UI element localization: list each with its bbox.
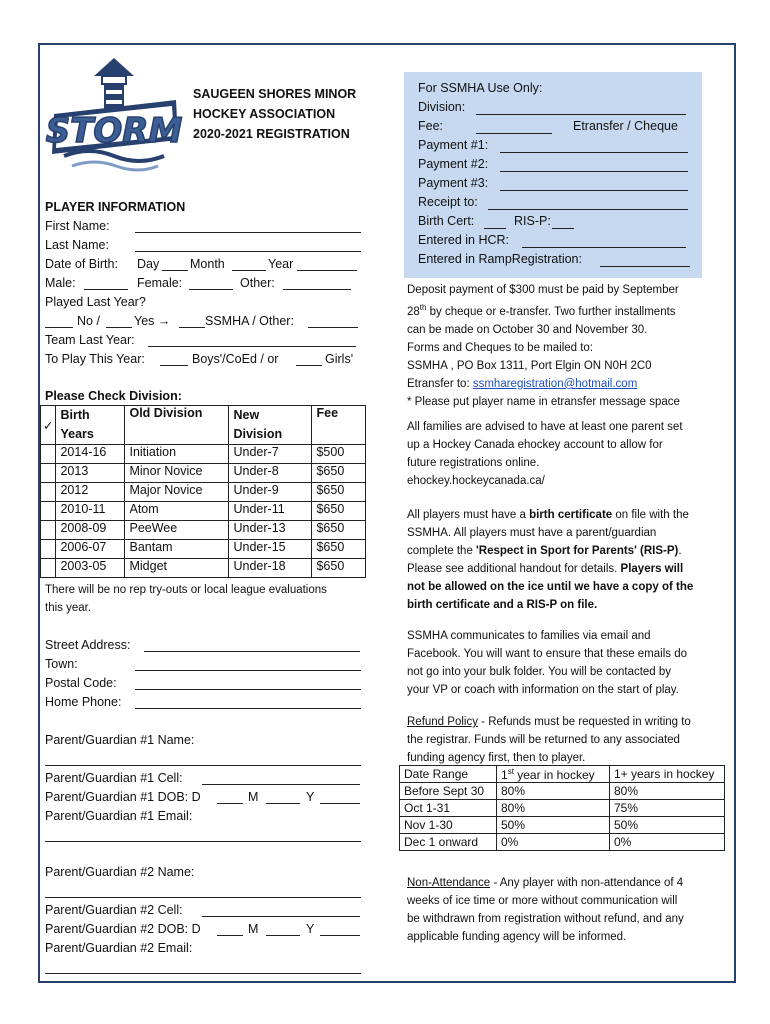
p1-name-label: Parent/Guardian #1 Name: — [45, 733, 195, 747]
division-years: 2013 — [56, 464, 125, 483]
played-yes-label: Yes → — [134, 314, 171, 328]
played-no-field[interactable] — [45, 327, 73, 328]
ehockey-info: All families are advised to have at least one parent set up a Hockey Canada ehockey account to allow for future registrations online. ehockey.hockeycanada.ca/ — [407, 418, 725, 490]
division-old: PeeWee — [125, 521, 229, 540]
refund-policy: Refund Policy - Refunds must be requested in writing to the registrar. Funds will be returned to any associated funding agency first, then to player. — [407, 716, 691, 764]
refund-header-first: 1st year in hockey — [497, 766, 610, 783]
division-fee: $650 — [312, 559, 366, 578]
old-division-header: Old Division — [125, 406, 229, 445]
office-ramp: Entered in RampRegistration: — [418, 252, 582, 266]
office-receipt: Receipt to: — [418, 195, 478, 209]
street-field[interactable] — [144, 651, 360, 652]
fee-header: Fee — [312, 406, 366, 445]
office-hcr: Entered in HCR: — [418, 233, 510, 247]
to-play-label: To Play This Year: — [45, 352, 145, 366]
refund-table — [399, 765, 725, 851]
p1-dob-y-label: Y — [306, 790, 315, 804]
division-fee: $650 — [312, 521, 366, 540]
division-old: Midget — [125, 559, 229, 578]
division-row — [41, 445, 366, 464]
division-row — [41, 502, 366, 521]
communication-info: SSMHA communicates to families via email and Facebook. You will want to ensure that these emails do not go into your bulk folder. You will be contacted by your VP or coach with information on the start of play. — [407, 630, 688, 696]
female-field[interactable] — [189, 289, 233, 290]
dob-year-field[interactable] — [297, 270, 357, 271]
svg-text:STORM: STORM — [45, 111, 183, 151]
refund-header-plus: 1+ years in hockey — [610, 766, 725, 783]
postal-field[interactable] — [135, 689, 361, 690]
p1-dob-year-field[interactable] — [320, 803, 360, 804]
p2-dob-month-field[interactable] — [266, 935, 300, 936]
club-title — [193, 84, 356, 144]
p2-dob-m-label: M — [248, 922, 259, 936]
refund-row: Nov 1-30 50% 50% — [400, 817, 725, 834]
division-fee: $650 — [312, 540, 366, 559]
office-payment3: Payment #3: — [418, 176, 489, 190]
first-name-label: First Name: — [45, 219, 110, 233]
check-column-icon: ✓ — [41, 406, 56, 445]
first-name-field[interactable] — [135, 232, 361, 233]
refund-row: Dec 1 onward 0% 0% — [400, 834, 725, 851]
ssmha-other-label: SSMHA / Other: — [205, 314, 294, 328]
division-fee: $500 — [312, 445, 366, 464]
p1-dob-month-field[interactable] — [266, 803, 300, 804]
deposit-info: Deposit payment of $300 must be paid by September 28th by cheque or e-transfer. Two further installments can be made on October 30 and November 30. Forms and Cheques to be mailed to: SSMHA , PO Box 1311, Port Elgin ON N0H 2C0 Etransfer to: ssmharegistration@hotmail.com * Please put player name in etransfer message space — [407, 284, 680, 408]
girls-field[interactable] — [296, 365, 322, 366]
division-check-box[interactable] — [41, 445, 56, 464]
p2-dob-label: Parent/Guardian #2 DOB: D — [45, 922, 201, 936]
p2-name-label: Parent/Guardian #2 Name: — [45, 865, 195, 879]
played-no-label: No / — [77, 314, 100, 328]
p2-cell-field[interactable] — [202, 916, 360, 917]
played-last-year-label: Played Last Year? — [45, 295, 146, 309]
season-registration-title: 2020-2021 REGISTRATION — [193, 127, 350, 141]
town-label: Town: — [45, 657, 78, 671]
refund-row: Oct 1-31 80% 75% — [400, 800, 725, 817]
p1-dob-m-label: M — [248, 790, 259, 804]
town-field[interactable] — [135, 670, 361, 671]
division-new: Under-9 — [229, 483, 312, 502]
new-division-header: New Division — [229, 406, 312, 445]
division-row — [41, 464, 366, 483]
birth-cert-info: All players must have a birth certificate on file with the SSMHA. All players must have a parent/guardian complete the 'Respect in Sport for Parents' (RIS-P). Please see additional handout for details. Players will not be allowed on the ice until we have a copy of the birth certificate and a RIS-P on file. — [407, 509, 694, 611]
non-attendance-policy: Non-Attendance - Any player with non-attendance of 4 weeks of ice time or more without communication will be withdrawn from registration without refund, and any applicable funding agency will be informed. — [407, 877, 684, 943]
p1-cell-label: Parent/Guardian #1 Cell: — [45, 771, 183, 785]
division-check-box[interactable] — [41, 540, 56, 559]
p2-dob-y-label: Y — [306, 922, 315, 936]
division-fee: $650 — [312, 483, 366, 502]
p2-email-field[interactable] — [45, 973, 361, 974]
org-name-line2: HOCKEY ASSOCIATION — [193, 107, 336, 121]
division-new: Under-13 — [229, 521, 312, 540]
division-old: Major Novice — [125, 483, 229, 502]
office-division: Division: — [418, 100, 466, 114]
boys-field[interactable] — [160, 365, 188, 366]
division-new: Under-8 — [229, 464, 312, 483]
division-old: Atom — [125, 502, 229, 521]
p1-email-field[interactable] — [45, 841, 361, 842]
division-years: 2010-11 — [56, 502, 125, 521]
dob-month-label: Month — [190, 257, 225, 271]
office-use-box — [404, 72, 702, 278]
division-row — [41, 540, 366, 559]
male-field[interactable] — [84, 289, 128, 290]
ehockey-link[interactable]: ehockey.hockeycanada.ca/ — [407, 475, 545, 487]
last-name-field[interactable] — [135, 251, 361, 252]
division-check-box[interactable] — [41, 464, 56, 483]
division-heading: Please Check Division: — [45, 389, 182, 403]
phone-label: Home Phone: — [45, 695, 122, 709]
division-new: Under-18 — [229, 559, 312, 578]
org-name-line1: SAUGEEN SHORES MINOR — [193, 87, 357, 101]
division-check-box[interactable] — [41, 502, 56, 521]
division-new: Under-15 — [229, 540, 312, 559]
postal-label: Postal Code: — [45, 676, 117, 690]
division-old: Bantam — [125, 540, 229, 559]
last-name-label: Last Name: — [45, 238, 109, 252]
phone-field[interactable] — [135, 708, 361, 709]
player-info-heading: PLAYER INFORMATION — [45, 200, 186, 214]
p2-name-field[interactable] — [45, 897, 361, 898]
girls-label: Girls' — [325, 352, 354, 366]
refund-row: Before Sept 30 80% 80% — [400, 783, 725, 800]
office-birth-cert: Birth Cert: — [418, 214, 475, 228]
other-field[interactable] — [283, 289, 351, 290]
division-note: There will be no rep try-outs or local league evaluations this year. — [45, 584, 327, 614]
division-check-box[interactable] — [41, 521, 56, 540]
team-last-year-field[interactable] — [148, 346, 356, 347]
dob-day-field[interactable] — [162, 270, 188, 271]
office-fee-methods: Etransfer / Cheque — [573, 119, 678, 133]
division-row — [41, 483, 366, 502]
refund-table-header — [400, 766, 725, 783]
division-old: Minor Novice — [125, 464, 229, 483]
p1-name-field[interactable] — [45, 765, 361, 766]
division-years: 2003-05 — [56, 559, 125, 578]
office-fee: Fee: — [418, 119, 444, 133]
p2-dob-day-field[interactable] — [217, 935, 243, 936]
dob-year-label: Year — [268, 257, 294, 271]
played-yes-field[interactable] — [106, 327, 132, 328]
division-fee: $650 — [312, 464, 366, 483]
division-years: 2006-07 — [56, 540, 125, 559]
female-label: Female: — [137, 276, 183, 290]
ssmha-other-blank[interactable] — [179, 327, 205, 328]
division-years: 2008-09 — [56, 521, 125, 540]
office-risp: RIS-P: — [514, 214, 551, 228]
street-label: Street Address: — [45, 638, 131, 652]
division-row — [41, 559, 366, 578]
storm-logo — [44, 56, 184, 176]
division-new: Under-7 — [229, 445, 312, 464]
dob-month-field[interactable] — [232, 270, 266, 271]
refund-header-range: Date Range — [400, 766, 497, 783]
dob-label: Date of Birth: — [45, 257, 118, 271]
p1-cell-field[interactable] — [202, 784, 360, 785]
p2-email-label: Parent/Guardian #2 Email: — [45, 941, 193, 955]
division-table — [40, 405, 366, 578]
office-payment1: Payment #1: — [418, 138, 489, 152]
division-check-box[interactable] — [41, 559, 56, 578]
division-fee: $650 — [312, 502, 366, 521]
p2-dob-year-field[interactable] — [320, 935, 360, 936]
division-years: 2014-16 — [56, 445, 125, 464]
office-payment2: Payment #2: — [418, 157, 489, 171]
male-label: Male: — [45, 276, 76, 290]
p2-cell-label: Parent/Guardian #2 Cell: — [45, 903, 183, 917]
etransfer-email-link[interactable]: ssmharegistration@hotmail.com — [472, 377, 638, 390]
boys-label: Boys'/CoEd / or — [192, 352, 279, 366]
division-row — [41, 521, 366, 540]
p1-dob-label: Parent/Guardian #1 DOB: D — [45, 790, 201, 804]
ssmha-other-field[interactable] — [308, 327, 358, 328]
other-label: Other: — [240, 276, 275, 290]
team-last-year-label: Team Last Year: — [45, 333, 135, 347]
division-old: Initiation — [125, 445, 229, 464]
division-check-box[interactable] — [41, 483, 56, 502]
birth-years-header: Birth Years — [56, 406, 125, 445]
p1-dob-day-field[interactable] — [217, 803, 243, 804]
dob-day-label: Day — [137, 257, 160, 271]
division-new: Under-11 — [229, 502, 312, 521]
p1-email-label: Parent/Guardian #1 Email: — [45, 809, 193, 823]
office-title: For SSMHA Use Only: — [418, 81, 543, 95]
division-years: 2012 — [56, 483, 125, 502]
